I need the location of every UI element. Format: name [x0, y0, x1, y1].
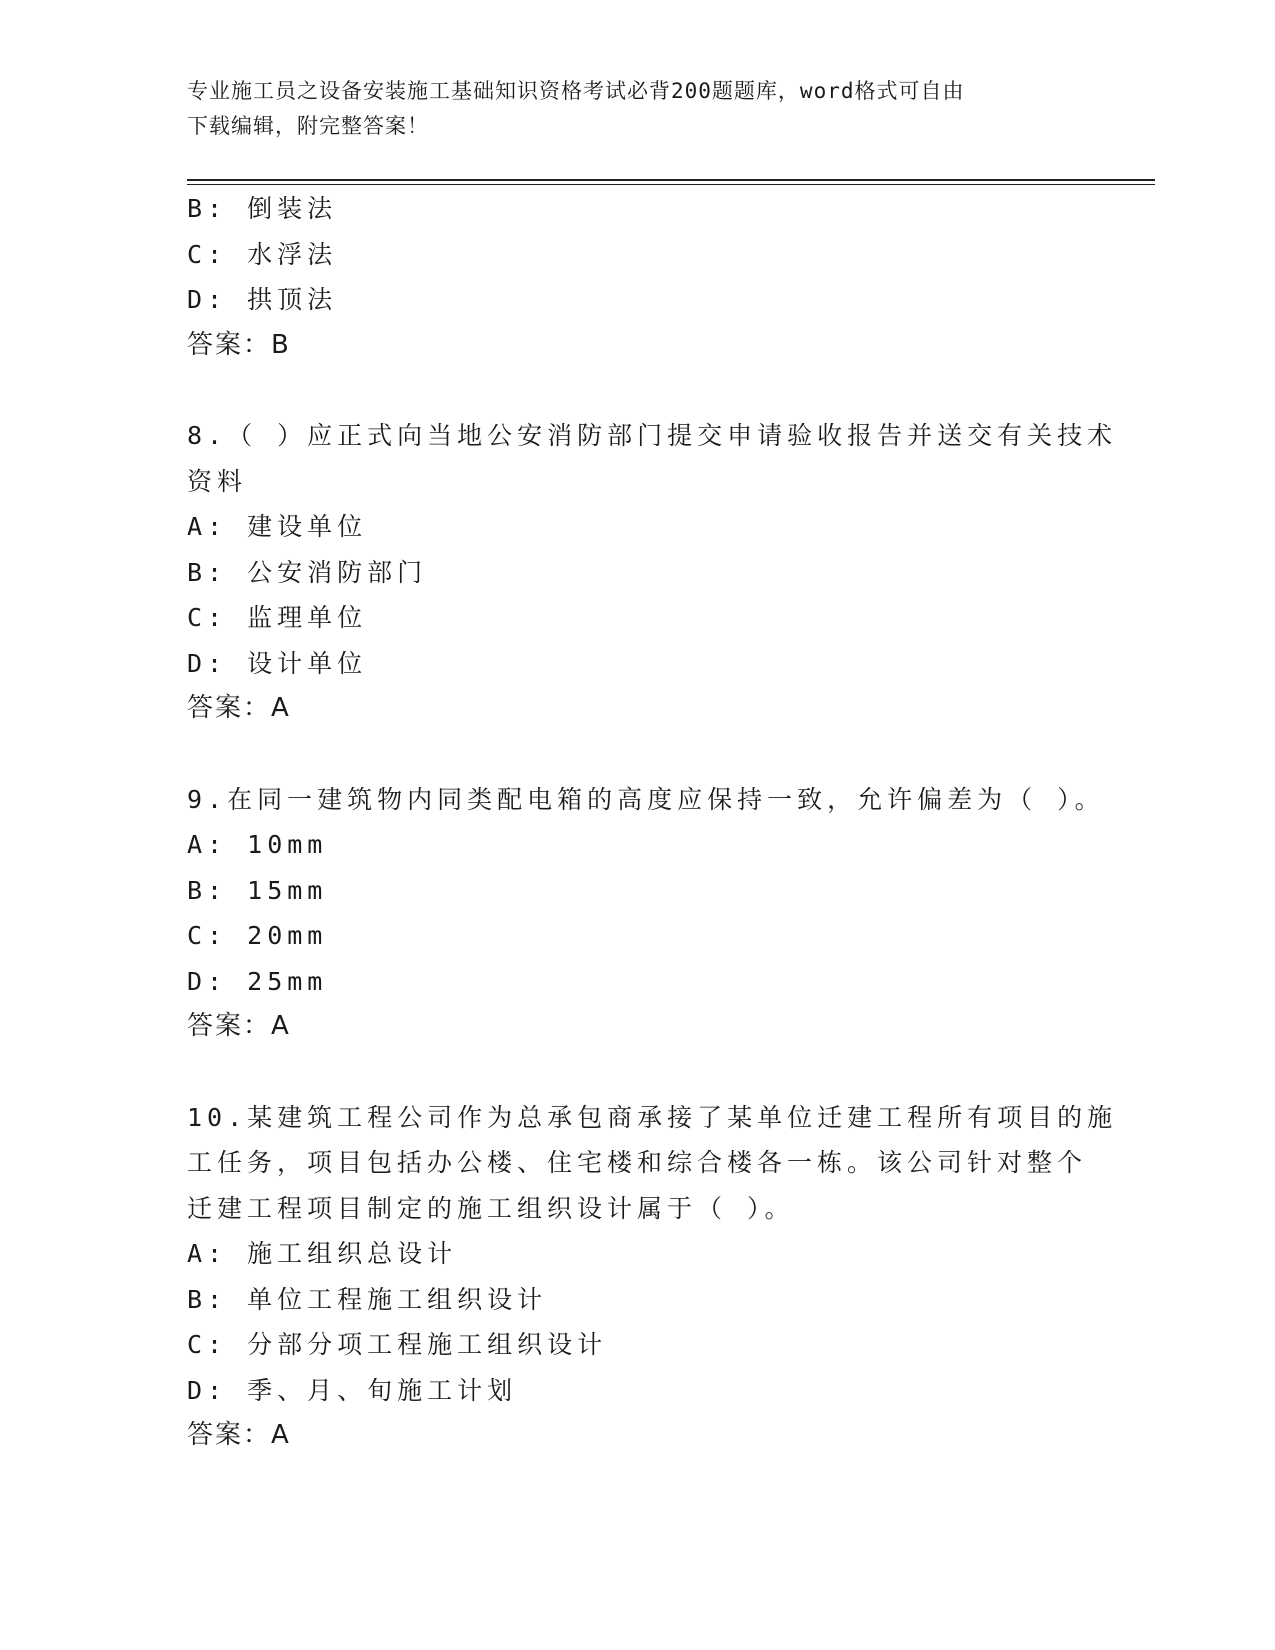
question-stem-line-1: 9.在同一建筑物内同类配电箱的高度应保持一致，允许偏差为（ ）。 [187, 784, 1105, 814]
spacer [187, 732, 1087, 777]
option-d: D: 设计单位 [187, 648, 368, 678]
question-stem-line-2: 工任务，项目包括办公楼、住宅楼和综合楼各一栋。该公司针对整个 [187, 1148, 1088, 1177]
spacer [187, 1050, 1087, 1095]
header-title-line-2: 下载编辑，附完整答案！ [187, 114, 429, 138]
spacer [187, 368, 1087, 413]
option-c: C: 分部分项工程施工组织设计 [187, 1330, 608, 1359]
question-stem-line-2: 资料 [187, 466, 248, 496]
question-list [187, 186, 1118, 1459]
option-c: C: 监理单位 [187, 603, 368, 632]
question-7-tail [187, 186, 1087, 368]
question-stem-line-3: 迁建工程项目制定的施工组织设计属于（ ）。 [187, 1193, 795, 1223]
answer-line: 答案：A [187, 1420, 291, 1450]
document-header [187, 74, 1067, 144]
option-c: C: 20mm [187, 921, 328, 950]
question-8 [187, 413, 1118, 732]
option-b: B: 公安消防部门 [187, 557, 428, 587]
question-stem-line-1: 8.（ ）应正式向当地公安消防部门提交申请验收报告并送交有关技术 [187, 421, 1118, 450]
header-title-line-1: 专业施工员之设备安装施工基础知识资格考试必背200题题库，word格式可自由 [187, 79, 965, 103]
option-b: B: 15mm [187, 875, 328, 905]
answer-line: 答案：B [187, 329, 291, 360]
option-a: A: 10mm [187, 830, 328, 859]
option-b: B: 倒装法 [187, 194, 338, 223]
header-divider-thin [187, 184, 1155, 185]
option-b: B: 单位工程施工组织设计 [187, 1284, 548, 1314]
option-d: D: 25mm [187, 966, 328, 996]
option-a: A: 施工组织总设计 [187, 1239, 458, 1268]
question-10 [187, 1095, 1118, 1459]
question-stem-line-1: 10.某建筑工程公司作为总承包商承接了某单位迁建工程所有项目的施 [187, 1102, 1118, 1132]
option-d: D: 拱顶法 [187, 285, 338, 314]
option-c: C: 水浮法 [187, 239, 338, 269]
header-divider-thick [187, 179, 1155, 181]
answer-line: 答案：A [187, 693, 291, 723]
answer-line: 答案：A [187, 1011, 291, 1041]
option-d: D: 季、月、旬施工计划 [187, 1375, 518, 1405]
question-9 [187, 777, 1105, 1050]
option-a: A: 建设单位 [187, 512, 368, 541]
